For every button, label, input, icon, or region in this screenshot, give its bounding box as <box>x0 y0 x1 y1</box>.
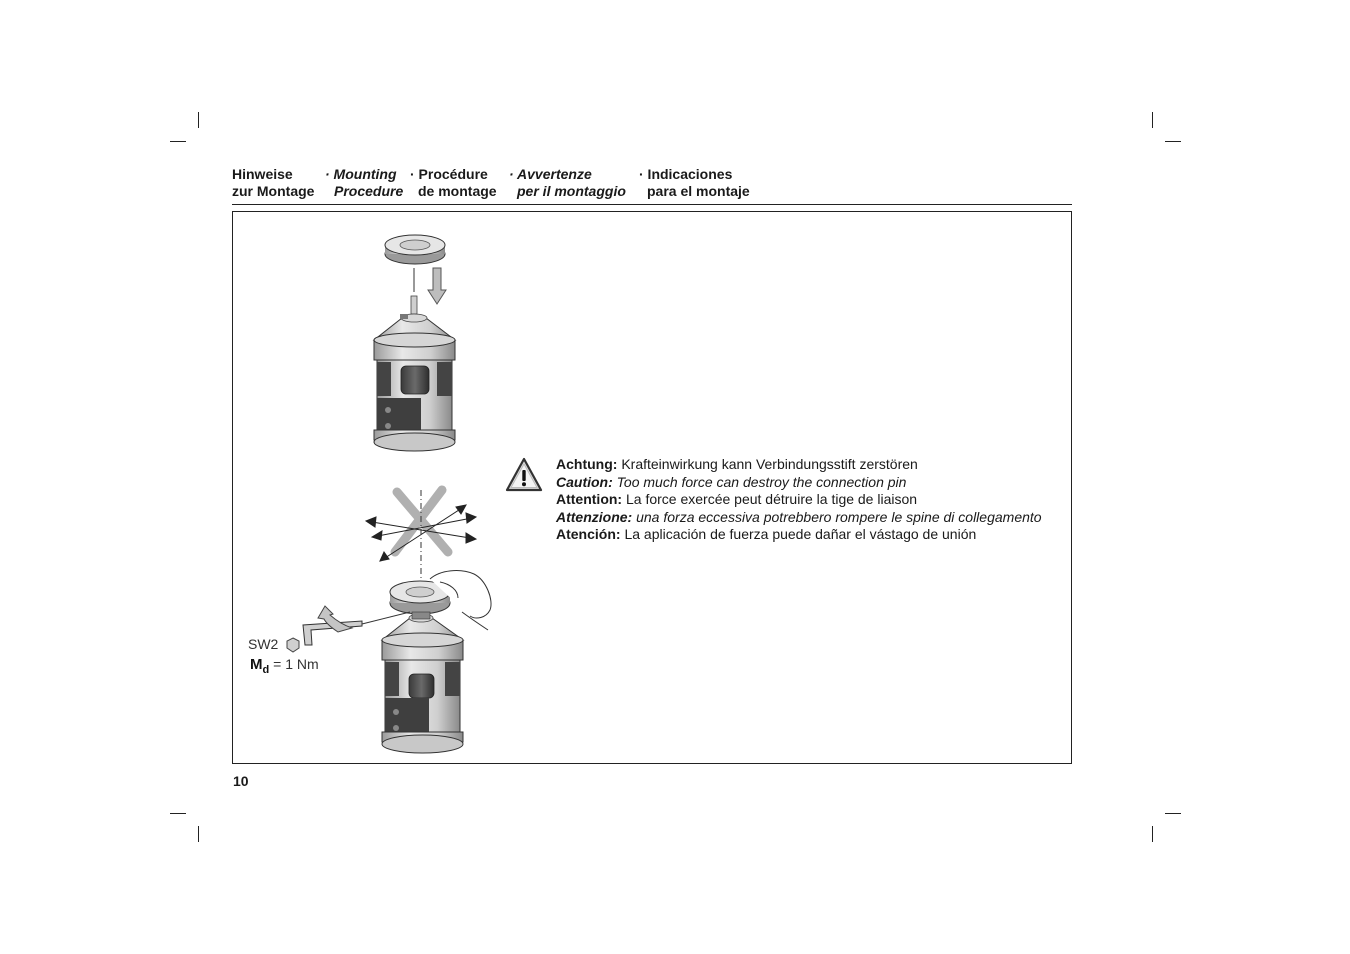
disc-cap <box>385 235 445 264</box>
warning-line-fr: Attention: La force exercée peut détruire la tige de liaison <box>556 491 918 507</box>
wrench-size-label: SW2 <box>248 636 279 652</box>
warning-line-it: Attenzione: una forza eccessiva potrebbero rompere le spine di collegamento <box>556 508 1042 525</box>
upper-device <box>374 235 455 451</box>
torque-label: $M_d = 1$ Nm <box>250 656 319 676</box>
warning-text <box>556 456 1042 544</box>
header-col-es: · Indicaciones para el montaje <box>639 166 750 199</box>
down-arrow-icon <box>428 268 446 304</box>
warning-triangle-icon <box>505 457 543 493</box>
lower-device <box>287 490 491 753</box>
page-number: 10 <box>233 773 249 789</box>
warning-line-de: Achtung: Krafteinwirkung kann Verbindungsstift zerstören <box>556 456 918 472</box>
warning-line-en: Caution: Too much force can destroy the connection pin <box>556 473 907 490</box>
header-col-en: · Mounting Procedure <box>325 166 404 199</box>
warning-line-es: Atención: La aplicación de fuerza puede dañar el vástago de unión <box>556 526 977 542</box>
header-col-de: Hinweise zur Montage <box>232 166 315 199</box>
hex-key-icon <box>287 638 299 652</box>
header-col-fr: · Procédure de montage <box>410 166 497 199</box>
header-col-it: · Avvertenze per il montaggio <box>509 166 626 199</box>
connection-pin <box>411 296 417 314</box>
